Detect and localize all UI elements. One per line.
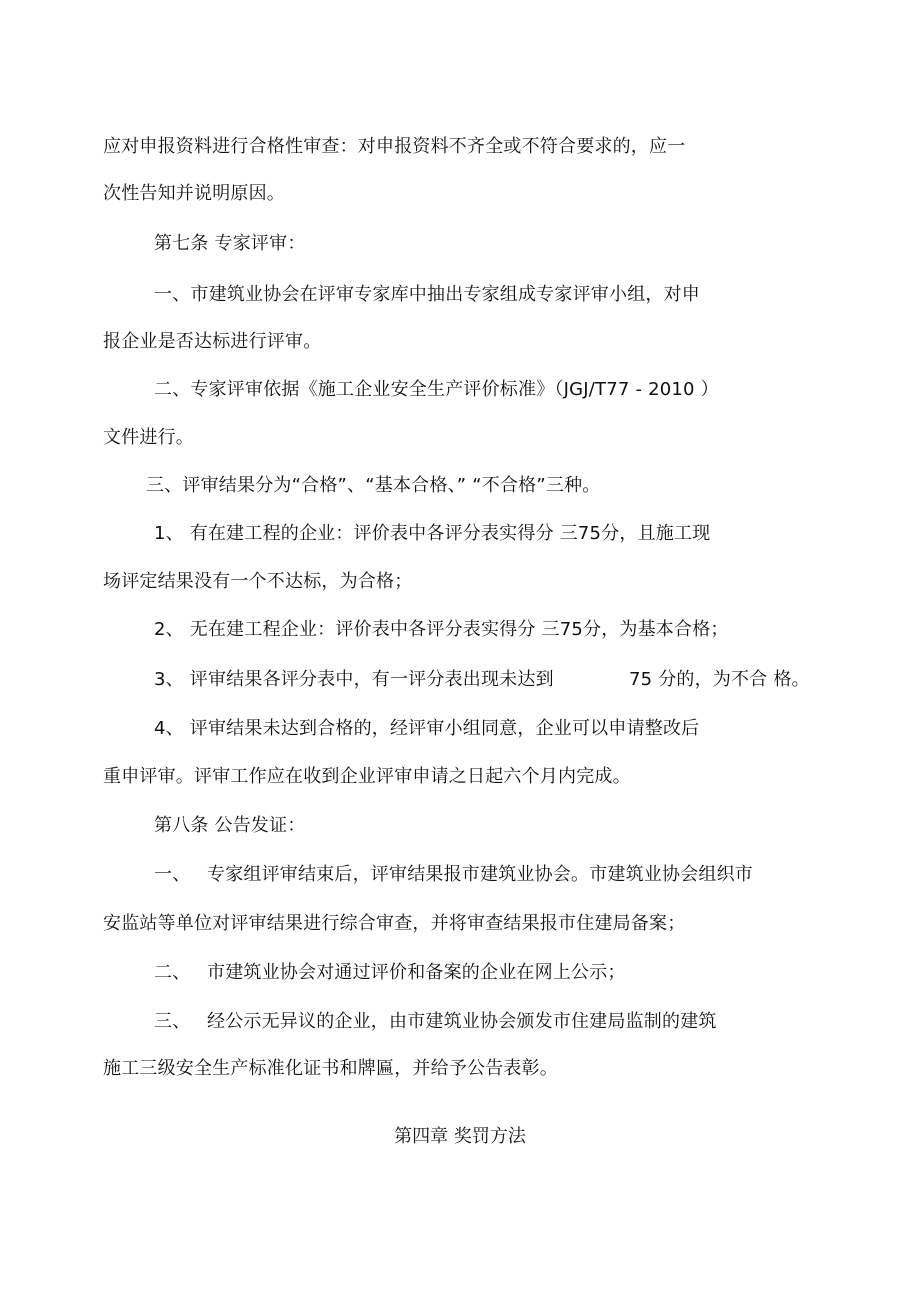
article-8-item-2: 市建筑业协会对通过评价和备案的企业在网上公示； <box>207 962 626 983</box>
sub-item-1: 1、 有在建工程的企业：评价表中各评分表实得分 三75分，且施工现 <box>154 523 711 544</box>
article-8-item-1-cont: 安监站等单位对评审结果进行综合审查，并将审查结果报市住建局备案； <box>103 913 686 934</box>
article-7-title: 第七条 专家评审： <box>154 233 306 254</box>
article-8-title: 第八条 公告发证： <box>154 815 306 836</box>
sub-item-4: 4、 评审结果未达到合格的，经评审小组同意，企业可以申请整改后 <box>154 718 700 739</box>
sub-item-4-cont: 重申评审。评审工作应在收到企业评审申请之日起六个月内完成。 <box>103 766 631 787</box>
paragraph-line: 次性告知并说明原因。 <box>103 183 285 204</box>
sub-item-3-tail: 75 分的，为不合 格。 <box>629 669 810 690</box>
article-7-item-2-cont: 文件进行。 <box>103 427 194 448</box>
paragraph-line: 应对申报资料进行合格性审查：对申报资料不齐全或不符合要求的，应一 <box>103 136 686 157</box>
article-8-item-3-number: 三、 <box>154 1011 191 1032</box>
sub-item-1-cont: 场评定结果没有一个不达标，为合格； <box>103 571 413 592</box>
chapter-heading: 第四章 奖罚方法 <box>394 1126 526 1147</box>
article-8-item-2-number: 二、 <box>154 962 191 983</box>
article-7-item-1: 一、市建筑业协会在评审专家库中抽出专家组成专家评审小组，对申 <box>154 284 700 305</box>
article-7-item-1-cont: 报企业是否达标进行评审。 <box>103 331 322 352</box>
article-7-item-2: 二、专家评审依据《施工企业安全生产评价标准》（JGJ/T77 - 2010 ） <box>154 379 719 400</box>
sub-item-3: 3、 评审结果各评分表中，有一评分表出现未达到 <box>154 669 554 690</box>
article-8-item-1: 专家组评审结束后，评审结果报市建筑业协会。市建筑业协会组织市 <box>207 864 753 885</box>
article-7-item-3: 三、评审结果分为“合格”、“基本合格、” “不合格”三种。 <box>146 475 601 496</box>
sub-item-2: 2、 无在建工程企业：评价表中各评分表实得分 三75分，为基本合格； <box>154 619 729 640</box>
article-8-item-3: 经公示无异议的企业，由市建筑业协会颁发市住建局监制的建筑 <box>207 1011 717 1032</box>
article-8-item-3-cont: 施工三级安全生产标准化证书和牌匾，并给予公告表彰。 <box>103 1058 558 1079</box>
article-8-item-1-number: 一、 <box>154 864 191 885</box>
